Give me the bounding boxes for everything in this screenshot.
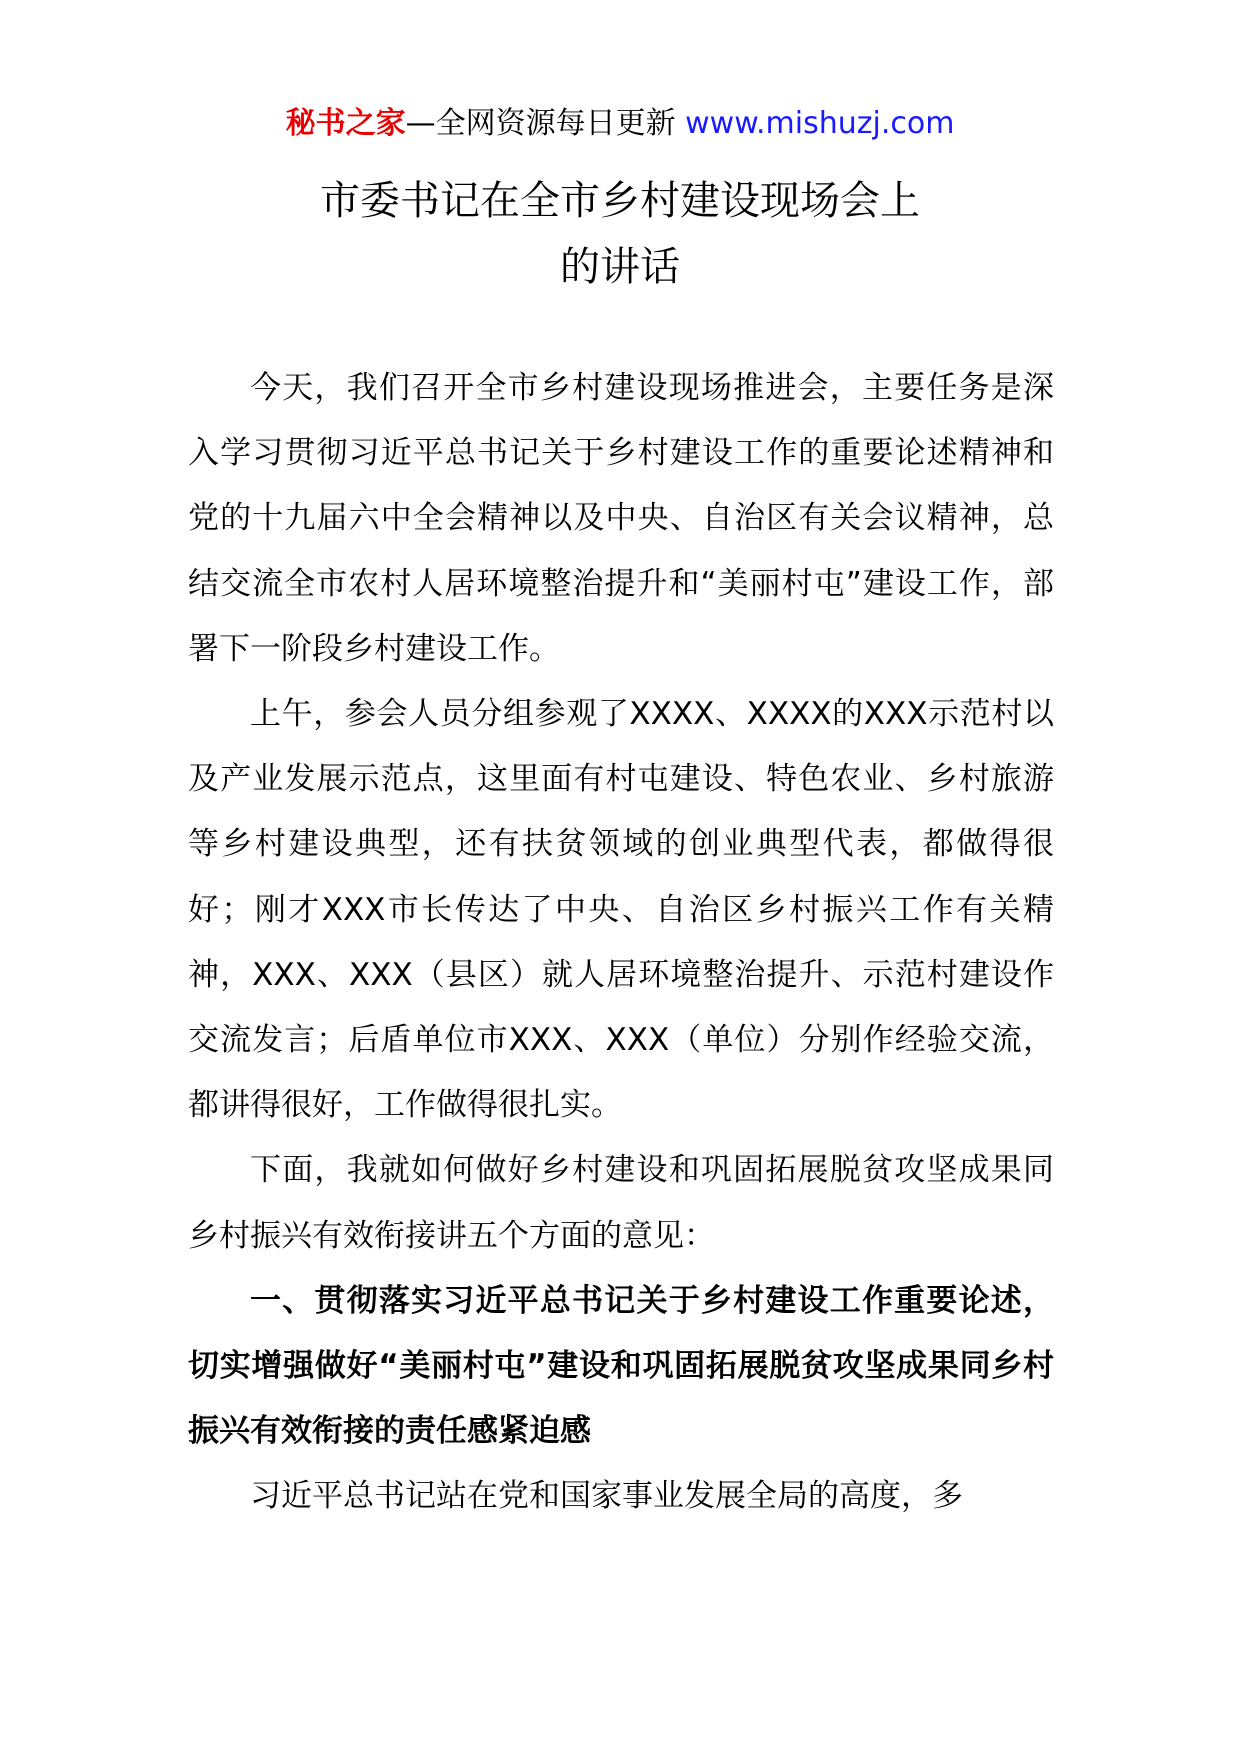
paragraph-section-1: 习近平总书记站在党和国家事业发展全局的高度，多 xyxy=(250,1478,963,1515)
brand-name: 秘书之家 xyxy=(285,106,406,141)
header-tagline: —全网资源每日更新 xyxy=(405,106,676,141)
paragraph-outline: 下面，我就如何做好乡村建设和巩固拓展脱贫攻坚成果同乡村振兴有效衔接讲五个方面的意见： xyxy=(188,1152,1054,1254)
site-url-link[interactable]: www.mishuzj.com xyxy=(685,106,955,141)
document-body xyxy=(188,356,1054,1530)
title-line-2: 的讲话 xyxy=(560,244,680,290)
paragraph-intro: 今天，我们召开全市乡村建设现场推进会，主要任务是深入学习贯彻习近平总书记关于乡村建设工作的重要论述精神和党的十九届六中全会精神以及中央、自治区有关会议精神，总结交流全市农村人居环境整治提升和“美丽村屯”建设工作，部署下一阶段乡村建设工作。 xyxy=(188,370,1054,667)
site-header xyxy=(0,104,1240,144)
section-heading-1: 一、贯彻落实习近平总书记关于乡村建设工作重要论述，切实增强做好“美丽村屯”建设和巩固拓展脱贫攻坚成果同乡村振兴有效衔接的责任感紧迫感 xyxy=(188,1282,1054,1450)
document-title xyxy=(0,168,1240,300)
paragraph-visit: 上午，参会人员分组参观了XXXX、XXXX的XXX示范村以及产业发展示范点，这里面有村屯建设、特色农业、乡村旅游等乡村建设典型，还有扶贫领域的创业典型代表，都做得很好；刚才XXX市长传达了中央、自治区乡村振兴工作有关精神，XXX、XXX（县区）就人居环境整治提升、示范村建设作交流发言；后盾单位市XXX、XXX（单位）分别作经验交流，都讲得很好，工作做得很扎实。 xyxy=(188,696,1054,1124)
title-line-1: 市委书记在全市乡村建设现场会上 xyxy=(320,178,920,224)
